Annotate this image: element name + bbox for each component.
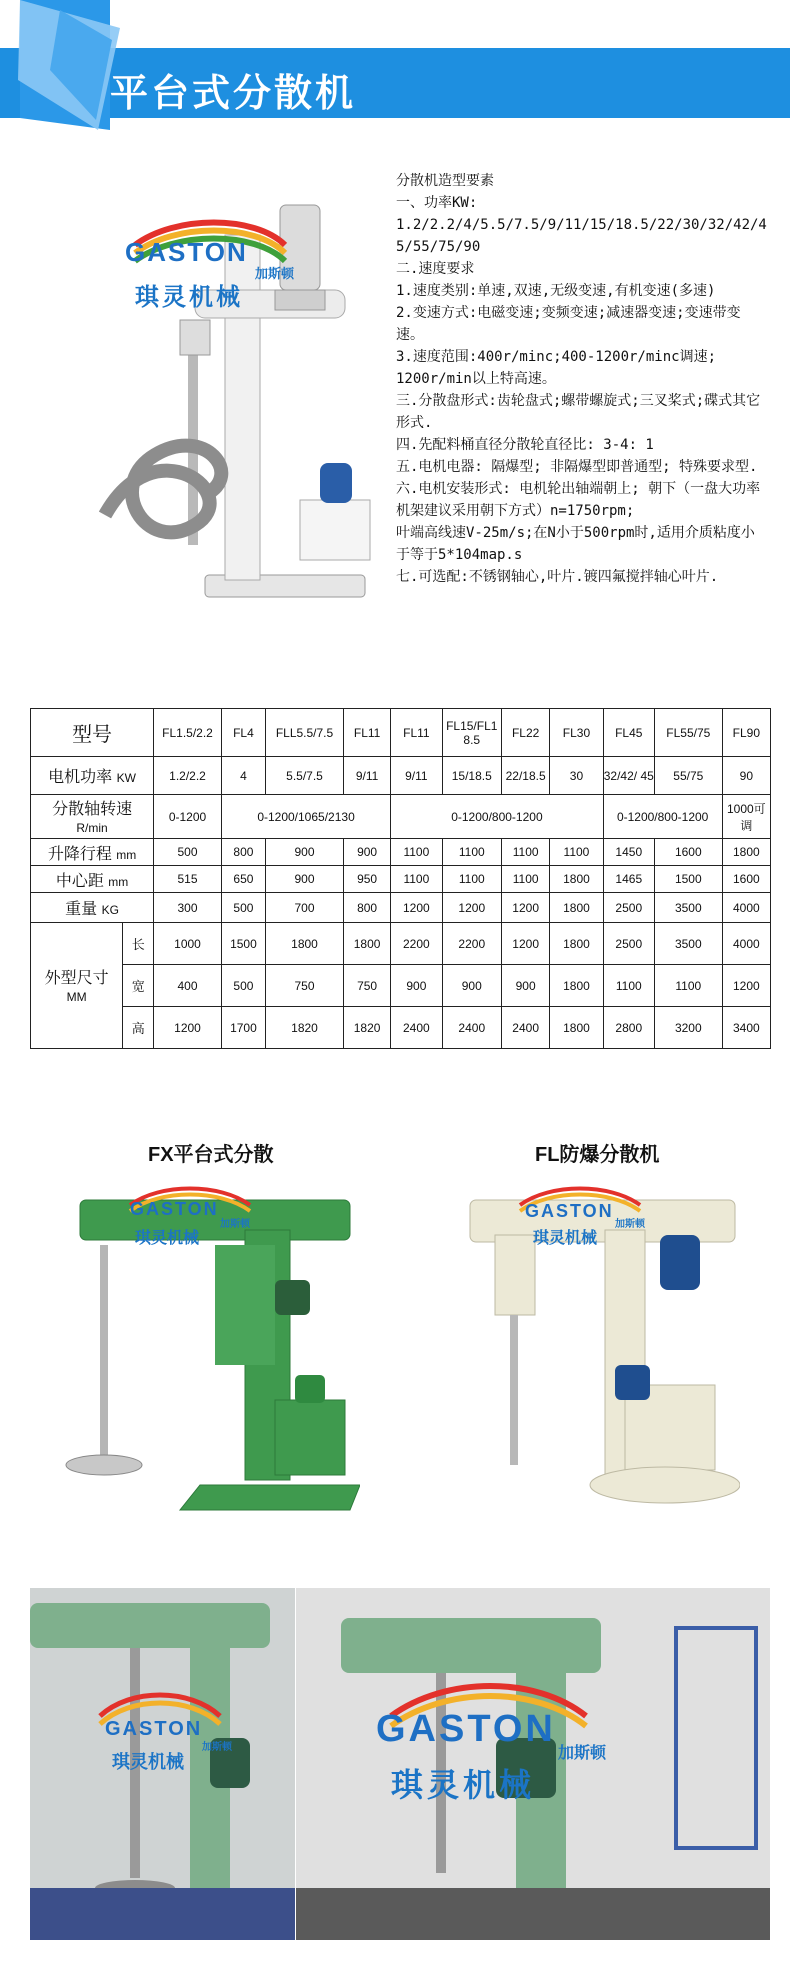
company-logo: 琪灵机械 xyxy=(135,283,243,311)
model-cell: FL1.5/2.2 xyxy=(154,709,222,757)
photo-left-brand-cn-logo: 加斯顿 xyxy=(202,1742,232,1753)
lift-cell: 1450 xyxy=(603,839,654,866)
center-cell: 1100 xyxy=(391,866,442,893)
table-row xyxy=(31,839,771,866)
length-cell: 1000 xyxy=(154,923,222,965)
fl-machine-photo xyxy=(465,1185,740,1515)
cream-mixer-illustration xyxy=(465,1185,740,1515)
length-cell: 1800 xyxy=(550,923,603,965)
width-cell: 750 xyxy=(266,965,344,1007)
speed-cell: 0-1200/1065/2130 xyxy=(221,795,390,839)
fl-section-title: FL防爆分散机 xyxy=(535,1144,660,1166)
photo-right-brand-logo: GASTON xyxy=(376,1708,556,1750)
lift-cell: 1100 xyxy=(502,839,550,866)
speed-cell: 0-1200/800-1200 xyxy=(391,795,603,839)
fx-brand-logo: GASTON xyxy=(130,1199,219,1219)
photo-left-brand-logo: GASTON xyxy=(105,1718,203,1740)
parameter-table xyxy=(30,708,771,1049)
center-cell: 1100 xyxy=(442,866,502,893)
center-cell: 1465 xyxy=(603,866,654,893)
model-cell: FL11 xyxy=(391,709,442,757)
height-cell: 1800 xyxy=(550,1007,603,1049)
width-cell: 1100 xyxy=(603,965,654,1007)
width-header: 宽 xyxy=(123,965,154,1007)
height-cell: 3400 xyxy=(722,1007,770,1049)
power-cell: 4 xyxy=(221,757,265,795)
weight-cell: 3500 xyxy=(654,893,722,923)
brand-logo: GASTON xyxy=(125,237,248,267)
center-cell: 1100 xyxy=(502,866,550,893)
fx-machine-photo xyxy=(60,1185,360,1515)
photo-right-brand-cn-logo: 加斯顿 xyxy=(558,1743,607,1762)
speed-cell: 0-1200/800-1200 xyxy=(603,795,722,839)
photo-left-company-logo: 琪灵机械 xyxy=(112,1752,184,1773)
table-row xyxy=(31,709,771,757)
brand-cn-logo: 加斯顿 xyxy=(255,267,295,282)
table-row xyxy=(31,965,771,1007)
lift-unit: mm xyxy=(116,847,137,862)
power-label: 电机功率 xyxy=(48,769,113,786)
model-cell: FL30 xyxy=(550,709,603,757)
height-cell: 1820 xyxy=(266,1007,344,1049)
bottom-photo-left xyxy=(30,1588,295,1940)
length-cell: 2500 xyxy=(603,923,654,965)
fl-brand-logo: GASTON xyxy=(525,1201,614,1221)
speed-label: 分散轴转速 xyxy=(52,801,133,818)
speed-header xyxy=(31,795,154,839)
model-cell: FL22 xyxy=(502,709,550,757)
center-cell: 650 xyxy=(221,866,265,893)
speed-unit: R/min xyxy=(76,821,108,835)
model-cell: FLL5.5/7.5 xyxy=(266,709,344,757)
lift-cell: 900 xyxy=(266,839,344,866)
width-cell: 900 xyxy=(502,965,550,1007)
power-cell: 22/18.5 xyxy=(502,757,550,795)
spec-line: 二.速度要求 xyxy=(396,261,475,277)
weight-label: 重量 xyxy=(65,901,98,918)
weight-cell: 1200 xyxy=(391,893,442,923)
weight-unit: KG xyxy=(101,903,119,917)
length-cell: 4000 xyxy=(722,923,770,965)
weight-cell: 1200 xyxy=(502,893,550,923)
spec-line: 叶端高线速V-25m/s;在N小于500rpm时,适用介质粘度小于等于5*104map.s xyxy=(396,525,755,563)
length-header: 长 xyxy=(123,923,154,965)
height-header: 高 xyxy=(123,1007,154,1049)
table-row xyxy=(31,757,771,795)
weight-cell: 1200 xyxy=(442,893,502,923)
spec-line: 五.电机电器: 隔爆型; 非隔爆型即普通型; 特殊要求型. xyxy=(396,459,758,475)
power-cell: 32/42/ 45 xyxy=(603,757,654,795)
width-cell: 1200 xyxy=(722,965,770,1007)
lift-header xyxy=(31,839,154,866)
length-cell: 2200 xyxy=(391,923,442,965)
weight-cell: 1800 xyxy=(550,893,603,923)
spec-line: 三.分散盘形式:齿轮盘式;螺带螺旋式;三叉桨式;碟式其它形式. xyxy=(396,393,761,431)
weight-cell: 800 xyxy=(344,893,391,923)
center-cell: 1600 xyxy=(722,866,770,893)
center-label: 中心距 xyxy=(55,872,104,890)
size-header xyxy=(31,923,123,1049)
weight-cell: 4000 xyxy=(722,893,770,923)
length-cell: 3500 xyxy=(654,923,722,965)
spec-line: 一、功率KW: xyxy=(396,195,478,211)
spec-line: 2.变速方式:电磁变速;变频变速;减速器变速;变速带变速。 xyxy=(396,305,741,343)
power-unit: KW xyxy=(116,771,136,785)
spec-line: 1.2/2.2/4/5.5/7.5/9/11/15/18.5/22/30/32/42/45/55/75/90 xyxy=(396,217,767,255)
spec-line: 1.速度类别:单速,双速,无级变速,有机变速(多速) xyxy=(396,283,716,299)
lift-cell: 1100 xyxy=(550,839,603,866)
lift-cell: 1800 xyxy=(722,839,770,866)
center-cell: 515 xyxy=(154,866,222,893)
size-unit: MM xyxy=(66,990,87,1004)
width-cell: 500 xyxy=(221,965,265,1007)
power-cell: 90 xyxy=(722,757,770,795)
fx-section-title: FX平台式分散 xyxy=(148,1144,274,1166)
width-cell: 1100 xyxy=(654,965,722,1007)
model-cell: FL90 xyxy=(722,709,770,757)
size-label: 外型尺寸 xyxy=(44,970,109,987)
power-cell: 1.2/2.2 xyxy=(154,757,222,795)
weight-header xyxy=(31,893,154,923)
height-cell: 3200 xyxy=(654,1007,722,1049)
lift-cell: 1600 xyxy=(654,839,722,866)
length-cell: 2200 xyxy=(442,923,502,965)
width-cell: 750 xyxy=(344,965,391,1007)
power-cell: 5.5/7.5 xyxy=(266,757,344,795)
fx-brand-cn-logo: 加斯顿 xyxy=(220,1219,250,1230)
model-cell: FL55/75 xyxy=(654,709,722,757)
model-cell: FL4 xyxy=(221,709,265,757)
photo-right-company-logo: 琪灵机械 xyxy=(391,1766,536,1804)
model-cell: FL11 xyxy=(344,709,391,757)
center-header xyxy=(31,866,154,893)
table-row xyxy=(31,923,771,965)
power-cell: 9/11 xyxy=(344,757,391,795)
width-cell: 400 xyxy=(154,965,222,1007)
spec-line: 六.电机安装形式: 电机轮出轴端朝上; 朝下（一盘大功率机架建议采用朝下方式）n=1750rpm; xyxy=(396,481,761,519)
width-cell: 900 xyxy=(391,965,442,1007)
product-image xyxy=(95,195,395,615)
center-unit: mm xyxy=(108,874,129,889)
fl-brand-cn-logo: 加斯顿 xyxy=(615,1219,645,1230)
spec-line: 四.先配料桶直径分散轮直径比: 3-4: 1 xyxy=(396,437,654,453)
lift-cell: 1100 xyxy=(442,839,502,866)
spec-line: 分散机造型要素 xyxy=(396,173,494,189)
lift-cell: 500 xyxy=(154,839,222,866)
page-title: 平台式分散机 xyxy=(110,71,357,115)
table-row xyxy=(31,866,771,893)
power-cell: 30 xyxy=(550,757,603,795)
width-cell: 1800 xyxy=(550,965,603,1007)
lift-label: 升降行程 xyxy=(47,845,112,863)
center-cell: 950 xyxy=(344,866,391,893)
height-cell: 2400 xyxy=(391,1007,442,1049)
power-cell: 55/75 xyxy=(654,757,722,795)
power-cell: 9/11 xyxy=(391,757,442,795)
fl-company-logo: 琪灵机械 xyxy=(533,1228,598,1247)
power-cell: 15/18.5 xyxy=(442,757,502,795)
spec-line: 3.速度范围:400r/minc;400-1200r/minc调速; 1200r/min以上特高速。 xyxy=(396,349,717,387)
center-cell: 1500 xyxy=(654,866,722,893)
power-header xyxy=(31,757,154,795)
height-cell: 1200 xyxy=(154,1007,222,1049)
height-cell: 2400 xyxy=(502,1007,550,1049)
fx-company-logo: 琪灵机械 xyxy=(135,1228,200,1247)
weight-cell: 500 xyxy=(221,893,265,923)
height-cell: 1820 xyxy=(344,1007,391,1049)
table-row xyxy=(31,795,771,839)
speed-cell: 1000可调 xyxy=(722,795,770,839)
lift-cell: 1100 xyxy=(391,839,442,866)
table-row xyxy=(31,1007,771,1049)
table-row xyxy=(31,893,771,923)
length-cell: 1200 xyxy=(502,923,550,965)
weight-cell: 2500 xyxy=(603,893,654,923)
green-mixer-illustration xyxy=(60,1185,360,1515)
length-cell: 1500 xyxy=(221,923,265,965)
width-cell: 900 xyxy=(442,965,502,1007)
lift-cell: 800 xyxy=(221,839,265,866)
model-cell: FL45 xyxy=(603,709,654,757)
model-header: 型号 xyxy=(31,709,154,757)
center-cell: 900 xyxy=(266,866,344,893)
height-cell: 1700 xyxy=(221,1007,265,1049)
header-banner xyxy=(0,0,790,140)
center-cell: 1800 xyxy=(550,866,603,893)
bottom-photo-right xyxy=(296,1588,770,1940)
height-cell: 2400 xyxy=(442,1007,502,1049)
speed-cell: 0-1200 xyxy=(154,795,222,839)
model-cell: FL15/FL1 8.5 xyxy=(442,709,502,757)
length-cell: 1800 xyxy=(344,923,391,965)
length-cell: 1800 xyxy=(266,923,344,965)
lift-cell: 900 xyxy=(344,839,391,866)
height-cell: 2800 xyxy=(603,1007,654,1049)
weight-cell: 300 xyxy=(154,893,222,923)
spec-text xyxy=(396,170,768,588)
weight-cell: 700 xyxy=(266,893,344,923)
spec-line: 七.可选配:不锈钢轴心,叶片.镀四氟搅拌轴心叶片. xyxy=(396,569,719,585)
